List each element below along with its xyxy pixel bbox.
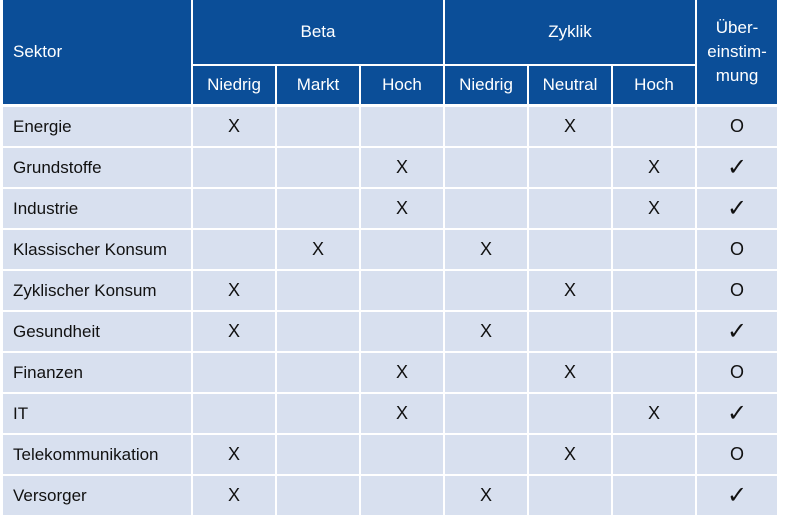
zyklik-niedrig-cell [445,146,529,187]
x-mark: X [311,239,324,259]
zyklik-niedrig-cell [445,310,529,351]
beta-markt-cell [277,474,361,515]
column-header-beta-hoch: Hoch [361,66,445,104]
sektor-cell: Gesundheit [3,310,193,351]
x-mark: X [227,485,240,505]
zyklik-neutral-cell [529,351,613,392]
beta-niedrig-cell [193,187,277,228]
x-mark: X [479,239,492,259]
uebereinstimmung-line-2: einstim- [707,42,767,61]
beta-markt-cell [277,104,361,146]
column-header-zyklik-niedrig: Niedrig [445,66,529,104]
check-mark-icon: ✓ [726,399,748,427]
check-mark-icon: ✓ [726,194,748,222]
sektor-cell: Industrie [3,187,193,228]
sektor-cell: Telekommunikation [3,433,193,474]
zyklik-neutral-cell [529,310,613,351]
sektor-cell: IT [3,392,193,433]
check-mark-icon: ✓ [726,317,748,345]
sector-beta-cyclicality-table [3,0,777,515]
x-mark: X [227,321,240,341]
x-mark: X [479,321,492,341]
check-mark-icon: ✓ [726,153,748,181]
sektor-cell: Grundstoffe [3,146,193,187]
x-mark: X [648,198,661,218]
circle-mark: O [730,239,745,259]
zyklik-hoch-cell [613,433,697,474]
table-row [3,433,777,474]
column-header-zyklik-hoch: Hoch [613,66,697,104]
beta-hoch-cell [361,433,445,474]
table-row [3,228,777,269]
beta-markt-cell [277,310,361,351]
beta-markt-cell [277,351,361,392]
x-mark: X [227,280,240,300]
zyklik-niedrig-cell [445,433,529,474]
beta-markt-cell [277,269,361,310]
x-mark: X [563,444,576,464]
beta-niedrig-cell [193,269,277,310]
beta-hoch-cell [361,228,445,269]
uebereinstimmung-cell [697,228,777,269]
circle-mark: O [730,444,745,464]
zyklik-hoch-cell [613,474,697,515]
column-header-sektor: Sektor [3,0,193,104]
table-row [3,187,777,228]
table-body [3,104,777,515]
beta-markt-cell [277,146,361,187]
x-mark: X [479,485,492,505]
circle-mark: O [730,280,745,300]
circle-mark: O [730,116,745,136]
beta-markt-cell [277,433,361,474]
column-group-zyklik: Zyklik [445,0,697,66]
column-header-beta-niedrig: Niedrig [193,66,277,104]
x-mark: X [648,403,661,423]
zyklik-neutral-cell [529,474,613,515]
beta-niedrig-cell [193,351,277,392]
zyklik-hoch-cell [613,228,697,269]
x-mark: X [227,444,240,464]
sektor-cell: Finanzen [3,351,193,392]
sektor-cell: Klassischer Konsum [3,228,193,269]
beta-markt-cell [277,228,361,269]
table-container [3,0,779,512]
uebereinstimmung-cell [697,474,777,515]
zyklik-niedrig-cell [445,474,529,515]
uebereinstimmung-cell [697,310,777,351]
zyklik-hoch-cell [613,187,697,228]
beta-niedrig-cell [193,433,277,474]
beta-hoch-cell [361,392,445,433]
beta-hoch-cell [361,310,445,351]
beta-niedrig-cell [193,228,277,269]
table-row [3,392,777,433]
zyklik-niedrig-cell [445,392,529,433]
column-group-beta: Beta [193,0,445,66]
zyklik-hoch-cell [613,104,697,146]
uebereinstimmung-line-1: Über- [715,18,759,37]
zyklik-niedrig-cell [445,351,529,392]
beta-niedrig-cell [193,310,277,351]
uebereinstimmung-cell [697,392,777,433]
zyklik-hoch-cell [613,310,697,351]
column-header-beta-markt: Markt [277,66,361,104]
uebereinstimmung-cell [697,104,777,146]
zyklik-hoch-cell [613,269,697,310]
zyklik-niedrig-cell [445,187,529,228]
uebereinstimmung-cell [697,269,777,310]
sektor-cell: Energie [3,104,193,146]
uebereinstimmung-cell [697,351,777,392]
uebereinstimmung-cell [697,146,777,187]
beta-markt-cell [277,392,361,433]
beta-niedrig-cell [193,392,277,433]
table-header [3,0,777,104]
table-row [3,146,777,187]
zyklik-neutral-cell [529,433,613,474]
sektor-cell: Versorger [3,474,193,515]
uebereinstimmung-line-3: mung [715,66,759,85]
zyklik-neutral-cell [529,269,613,310]
x-mark: X [395,362,408,382]
zyklik-neutral-cell [529,187,613,228]
table-row [3,351,777,392]
x-mark: X [563,280,576,300]
table-row [3,104,777,146]
beta-hoch-cell [361,269,445,310]
beta-niedrig-cell [193,146,277,187]
zyklik-neutral-cell [529,146,613,187]
uebereinstimmung-cell [697,187,777,228]
sektor-cell: Zyklischer Konsum [3,269,193,310]
beta-hoch-cell [361,474,445,515]
zyklik-hoch-cell [613,392,697,433]
x-mark: X [395,198,408,218]
x-mark: X [563,116,576,136]
check-mark-icon: ✓ [726,481,748,509]
circle-mark: O [730,362,745,382]
zyklik-neutral-cell [529,104,613,146]
zyklik-niedrig-cell [445,269,529,310]
x-mark: X [648,157,661,177]
column-header-uebereinstimmung [697,0,777,104]
table-row [3,310,777,351]
x-mark: X [395,157,408,177]
zyklik-niedrig-cell [445,228,529,269]
zyklik-hoch-cell [613,351,697,392]
x-mark: X [395,403,408,423]
beta-hoch-cell [361,146,445,187]
beta-hoch-cell [361,351,445,392]
table-row [3,269,777,310]
beta-markt-cell [277,187,361,228]
beta-niedrig-cell [193,474,277,515]
table-row [3,474,777,515]
beta-hoch-cell [361,187,445,228]
beta-niedrig-cell [193,104,277,146]
x-mark: X [227,116,240,136]
x-mark: X [563,362,576,382]
zyklik-hoch-cell [613,146,697,187]
column-header-zyklik-neutral: Neutral [529,66,613,104]
beta-hoch-cell [361,104,445,146]
zyklik-niedrig-cell [445,104,529,146]
zyklik-neutral-cell [529,228,613,269]
zyklik-neutral-cell [529,392,613,433]
uebereinstimmung-cell [697,433,777,474]
